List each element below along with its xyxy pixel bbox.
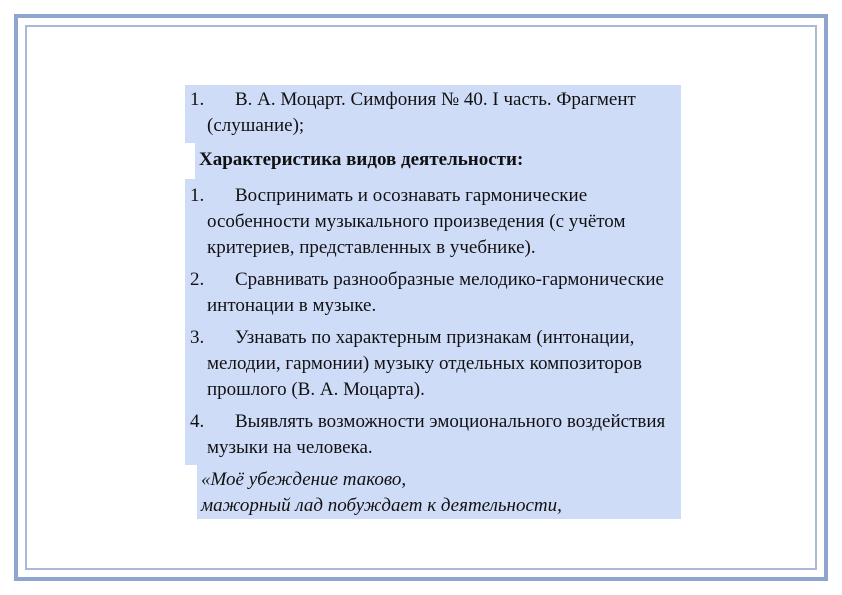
- list-number: 1.: [190, 185, 205, 206]
- quote-line: «Моё убеждение таково,: [201, 469, 407, 490]
- list-text: Воспринимать и осознавать гармонические особенности музыкального произведения (с учётом критериев, представленных в учебнике).: [207, 185, 626, 258]
- heading-row: [185, 143, 681, 179]
- slide-content: [185, 85, 681, 519]
- list-text: В. А. Моцарт. Симфония № 40. I часть. Фрагмент (слушание);: [207, 89, 636, 136]
- quote-line: мажорный лад побуждает к деятельности,: [201, 495, 562, 516]
- list-item: [185, 323, 681, 407]
- list-number: 1.: [190, 89, 205, 110]
- list-item: [185, 265, 681, 323]
- list-item: [185, 179, 681, 265]
- list-item: [185, 407, 681, 465]
- list-number: 3.: [190, 327, 205, 348]
- section-heading: Характеристика видов деятельности:: [195, 143, 681, 179]
- quote-block: [197, 465, 681, 519]
- list-number: 4.: [190, 411, 205, 432]
- list-text: Узнавать по характерным признакам (интонации, мелодии, гармонии) музыку отдельных композиторов прошлого (В. А. Моцарта).: [207, 327, 642, 400]
- listening-item: [185, 85, 681, 143]
- list-text: Сравнивать разнообразные мелодико-гармонические интонации в музыке.: [207, 269, 664, 316]
- list-number: 2.: [190, 269, 205, 290]
- list-text: Выявлять возможности эмоционального воздействия музыки на человека.: [207, 411, 666, 458]
